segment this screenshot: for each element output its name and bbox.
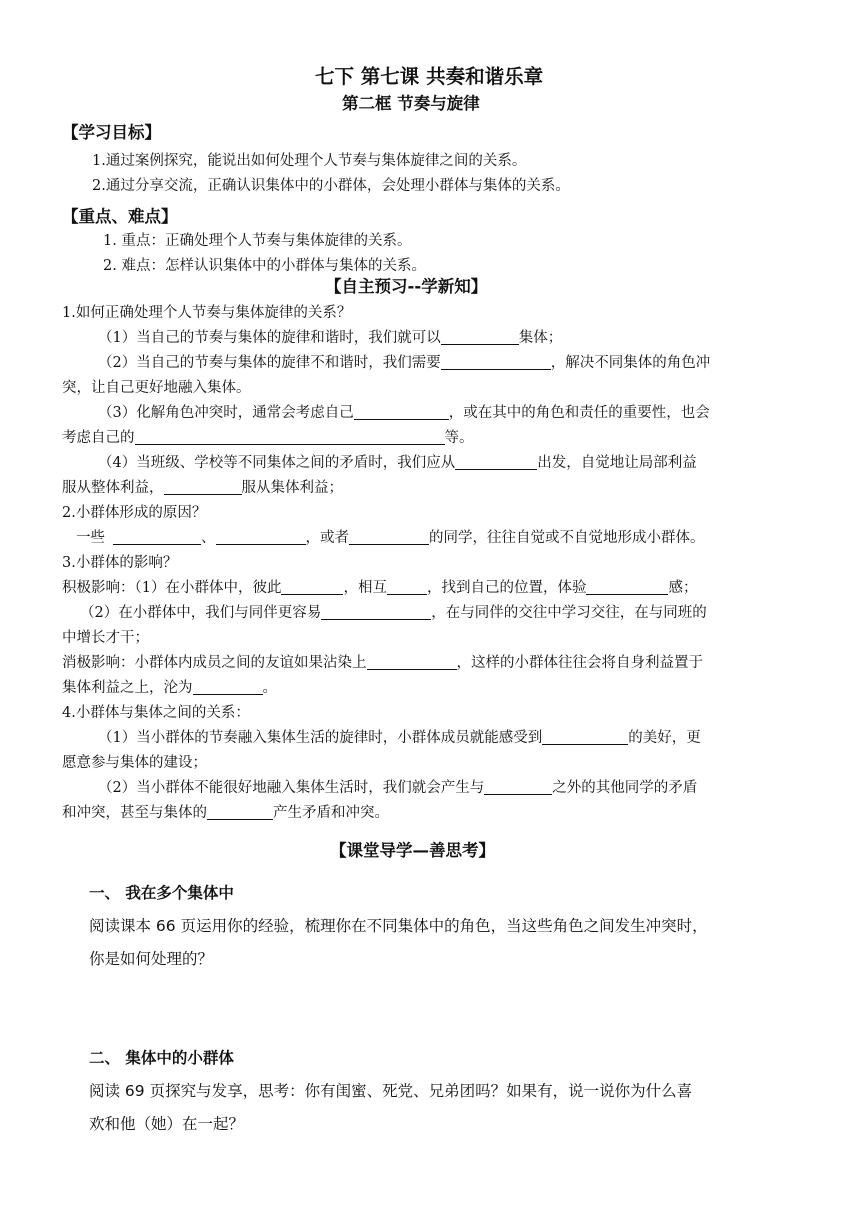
keypoints-header: 【重点、难点】 [62, 207, 178, 226]
question-3-positive-2: （2）在小群体中，我们与同伴更容易 ，在与同伴的交往中学习交往，在与同班的 [80, 605, 707, 621]
fill-blank[interactable] [484, 779, 552, 795]
keypoint-1: 1. 重点：正确处理个人节奏与集体旋律的关系。 [103, 233, 412, 249]
fill-blank[interactable] [207, 804, 273, 820]
fill-blank[interactable] [367, 654, 457, 670]
question-1-item-4: （4）当班级、学校等不同集体之间的矛盾时，我们应从 出发，自觉地让局部利益 [98, 455, 697, 471]
question-3-negative: 消极影响：小群体内成员之间的友谊如果沾染上 ，这样的小群体往往会将自身利益置于 [62, 655, 703, 671]
goal-1: 1.通过案例探究，能说出如何处理个人节奏与集体旋律之间的关系。 [92, 153, 527, 169]
goal-2: 2.通过分享交流，正确认识集体中的小群体，会处理小群体与集体的关系。 [92, 178, 570, 194]
fill-blank[interactable] [216, 529, 306, 545]
fill-blank[interactable] [164, 479, 242, 495]
goals-header: 【学习目标】 [62, 123, 161, 142]
fill-blank[interactable] [349, 529, 429, 545]
fill-blank[interactable] [113, 529, 201, 545]
question-4-item-2: （2）当小群体不能很好地融入集体生活时，我们就会产生与 之外的其他同学的矛盾 [98, 780, 698, 796]
question-3-negative-cont: 集体利益之上，沦为 。 [62, 680, 277, 696]
fill-blank[interactable] [441, 329, 519, 345]
question-4-item-1-cont: 愿意参与集体的建设； [62, 755, 207, 771]
question-1-item-3: （3）化解角色冲突时，通常会考虑自己 ，或在其中的角色和责任的重要性，也会 [98, 405, 710, 421]
fill-blank[interactable] [281, 579, 343, 595]
question-2: 2.小群体形成的原因？ [62, 505, 207, 521]
fill-blank[interactable] [441, 354, 551, 370]
fill-blank[interactable] [321, 604, 431, 620]
preview-header: 【自主预习--学新知】 [325, 277, 488, 296]
section-1-title: 一、 我在多个集体中 [89, 884, 234, 902]
fill-blank[interactable] [542, 729, 628, 745]
question-4-item-1: （1）当小群体的节奏融入集体生活的旋律时，小群体成员就能感受到 的美好，更 [98, 730, 701, 746]
section-2-line-1: 阅读 69 页探究与发享，思考：你有闺蜜、死党、兄弟团吗？如果有，说一说你为什么喜 [89, 1082, 693, 1100]
fill-blank[interactable] [135, 429, 445, 445]
section-2-line-2: 欢和他（她）在一起？ [89, 1115, 245, 1133]
section-1-line-1: 阅读课本 66 页运用你的经验，梳理你在不同集体中的角色，当这些角色之间发生冲突时， [89, 917, 708, 935]
question-1: 1.如何正确处理个人节奏与集体旋律的关系？ [62, 305, 352, 321]
question-3-positive-1: 积极影响：（1）在小群体中，彼此 ，相互 ，找到自己的位置，体验 感； [62, 580, 698, 596]
fill-blank[interactable] [193, 679, 263, 695]
question-2-line: 一些 、 ，或者 的同学，往往自觉或不自觉地形成小群体。 [76, 530, 705, 546]
question-4: 4.小群体与集体之间的关系： [62, 705, 250, 721]
fill-blank[interactable] [387, 579, 427, 595]
question-1-item-3-cont: 考虑自己的 等。 [62, 430, 474, 446]
question-1-item-2: （2）当自己的节奏与集体的旋律不和谐时，我们需要 ，解决不同集体的角色冲 [98, 355, 711, 371]
question-4-item-2-cont: 和冲突，甚至与集体的 产生矛盾和冲突。 [62, 805, 389, 821]
fill-blank[interactable] [455, 454, 537, 470]
question-3-positive-2-cont: 中增长才干； [62, 630, 149, 646]
question-1-item-2-cont: 突，让自己更好地融入集体。 [62, 380, 251, 396]
fill-blank[interactable] [586, 579, 668, 595]
question-3: 3.小群体的影响？ [62, 555, 178, 571]
page-subtitle: 第二框 节奏与旋律 [342, 94, 480, 113]
page-title: 七下 第七课 共奏和谐乐章 [315, 65, 544, 88]
section-2-title: 二、 集体中的小群体 [89, 1049, 234, 1067]
classroom-header: 【课堂导学—善思考】 [330, 841, 495, 860]
fill-blank[interactable] [354, 404, 449, 420]
keypoint-2: 2. 难点：怎样认识集体中的小群体与集体的关系。 [103, 258, 426, 274]
question-1-item-4-cont: 服从整体利益， 服从集体利益； [62, 480, 343, 496]
question-1-item-1: （1）当自己的节奏与集体的旋律和谐时，我们就可以 集体； [98, 330, 563, 346]
section-1-line-2: 你是如何处理的？ [89, 950, 214, 968]
